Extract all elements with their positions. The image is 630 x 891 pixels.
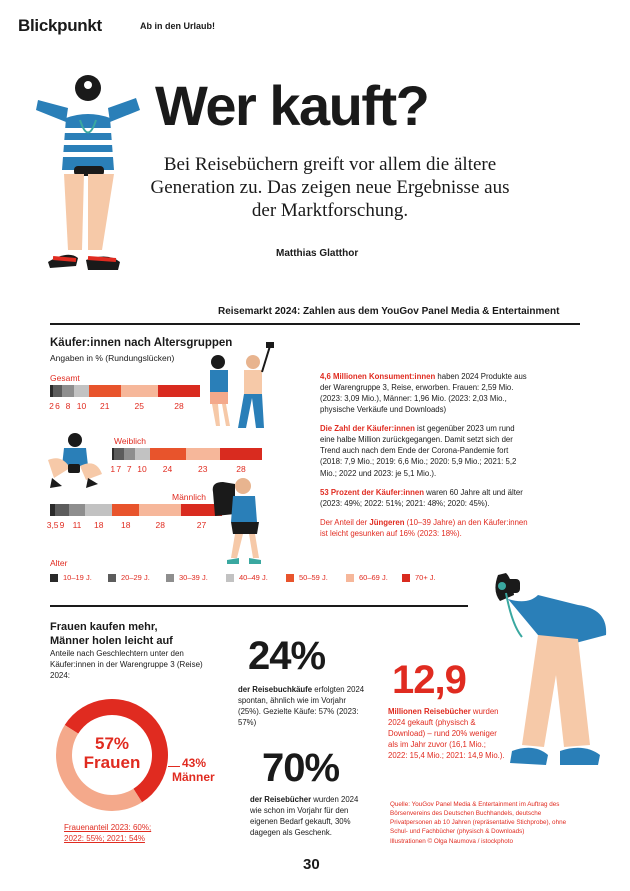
bar-segment	[186, 448, 221, 460]
bar-value-label: 1	[110, 464, 116, 474]
legend-label: 60–69 J.	[359, 573, 388, 582]
bar-value-label: 28	[236, 464, 246, 474]
fact-item	[320, 487, 530, 509]
women-percent: 57%	[94, 734, 130, 753]
legend-label: 40–49 J.	[239, 573, 268, 582]
bar-value-label: 8	[65, 401, 71, 411]
fact-text: haben 2024 Produkte aus der Warengruppe 3, Reise, erworben. Frauen: 2,59 Mio. (2023: 3,09 Mio.), Männer: 1,96 Mio. (2023: 2,03 Mio., physische Verkäufe und Downloads)	[320, 372, 527, 415]
fact-item	[320, 371, 530, 415]
stat-24-number: 24%	[248, 634, 326, 678]
men-label-block	[172, 757, 215, 785]
legend-swatch	[226, 574, 234, 582]
bar-value-label: 21	[100, 401, 110, 411]
legend-swatch	[286, 574, 294, 582]
bar-value-label: 23	[198, 464, 208, 474]
bar-value-label: 27	[196, 520, 207, 530]
women-label: Frauen	[83, 752, 141, 772]
backpacker-illustration	[205, 474, 265, 564]
history-line: 2022: 55%; 2021: 54%	[64, 834, 145, 844]
page-number: 30	[303, 856, 320, 873]
fact-pre: Der Anteil der	[320, 517, 370, 527]
women-title-line: Männer holen leicht auf	[50, 634, 173, 647]
legend-item	[166, 573, 208, 582]
stat-129-text	[388, 706, 506, 761]
fact-lead: 53 Prozent der Käufer:innen	[320, 487, 424, 497]
photographer-illustration	[28, 70, 148, 285]
legend-item	[226, 573, 268, 582]
stat-24-lead: der Reisebuchkäufe	[238, 685, 313, 694]
bar-value-label: 3,5	[46, 520, 59, 530]
bar-segment	[89, 385, 121, 397]
bar-value-label: 7	[116, 464, 122, 474]
source-note: Quelle: YouGov Panel Media & Entertainment im Auftrag des Börsenvereins des Deutschen Buchhandels, deutsche Privatpersonen ab 10 Jahren (repräsentative Stichprobe), ohne Schul- und Fachbücher (physisch & Downloads)	[390, 801, 567, 836]
bar-value-label: 7	[126, 464, 132, 474]
stat-70-number: 70%	[262, 746, 340, 790]
chart-title: Käufer:innen nach Altersgruppen	[50, 337, 233, 349]
chart-subtitle: Angaben in % (Rundungslücken)	[50, 353, 175, 363]
bar-segment	[53, 385, 62, 397]
fact-item	[320, 517, 530, 539]
bar-segment	[62, 385, 74, 397]
legend-label: 10–19 J.	[63, 573, 92, 582]
bar-segment	[150, 448, 186, 460]
legend-item	[346, 573, 388, 582]
section-rule	[50, 323, 580, 325]
bar-value-label: 11	[72, 520, 82, 530]
stat-129-number: 12,9	[392, 658, 466, 702]
women-rule	[50, 605, 468, 607]
bar-segment	[55, 504, 69, 516]
row-label-weiblich: Weiblich	[114, 436, 146, 446]
women-section-title	[50, 621, 173, 649]
rubric-label: Ab in den Urlaub!	[140, 21, 215, 31]
legend-label: 50–59 J.	[299, 573, 328, 582]
legend-label: 30–39 J.	[179, 573, 208, 582]
bar-value-label: 28	[155, 520, 165, 530]
fact-text: (10–39 Jahre) an den Käufer:innen ist leicht gesunken auf 16% (2023: 18%).	[320, 517, 528, 538]
couple-illustration	[198, 340, 278, 430]
legend-swatch	[402, 574, 410, 582]
bar-segment	[158, 385, 200, 397]
illustration-credit: Illustrationen © Olga Naumova / istockphoto	[390, 838, 513, 845]
bar-segment	[112, 504, 139, 516]
fact-item	[320, 423, 530, 478]
bar-segment	[85, 504, 112, 516]
legend-label: 70+ J.	[415, 573, 436, 582]
bar-segment	[139, 504, 181, 516]
fact-lead: Jüngeren	[369, 517, 405, 527]
bar-gesamt	[50, 385, 200, 397]
stat-70-text	[250, 794, 368, 838]
legend-item	[286, 573, 328, 582]
legend-swatch	[108, 574, 116, 582]
row-label-maennlich: Männlich	[172, 492, 207, 502]
women-history	[64, 822, 151, 844]
bar-value-label: 9	[59, 520, 65, 530]
legend-label: 20–29 J.	[121, 573, 150, 582]
bar-value-label: 10	[76, 401, 87, 411]
fact-text: ist gegenüber 2023 um rund eine halbe Million zurückgegangen. Damit setzt sich der Trend auch nach dem Ende der Corona-Pandemie fort (2018: 7,9 Mio.; 2019: 6,6 Mio.; 2020: 5,9 Mio.; 2021: 5,2 Mio.; 2022 und 2023: je 5,1 Mio.).	[320, 424, 517, 478]
bar-segment	[220, 448, 262, 460]
legend-item	[402, 573, 436, 582]
women-subtitle: Anteile nach Geschlechtern unter den Käufer:innen in der Warengruppe 3 (Reise) 2024:	[50, 649, 203, 680]
stat-129-lead: Millionen Reisebücher	[388, 707, 471, 716]
bar-segment	[74, 385, 89, 397]
fact-lead: Die Zahl der Käufer:innen	[320, 424, 415, 434]
lead-text: Bei Reisebüchern greift vor allem die ältere Generation zu. Das zeigen neue Ergebnisse aus der Marktforschung.	[150, 154, 510, 222]
men-label: Männer	[172, 769, 215, 784]
women-title-line: Frauen kaufen mehr,	[50, 621, 158, 633]
stat-70-body: wurden 2024 wie schon im Vorjahr für den eigenen Bedarf gekauft, 30% dagegen als Geschenk.	[250, 795, 359, 838]
bar-value-label: 18	[121, 520, 131, 530]
bar-segment	[121, 385, 159, 397]
bar-value-label: 24	[162, 464, 173, 474]
brand-name: Blickpunkt	[18, 16, 102, 35]
stat-70-lead: der Reisebücher	[250, 795, 312, 804]
fact-lead: 4,6 Millionen Konsument:innen	[320, 372, 436, 381]
history-line: Frauenanteil 2023: 60%;	[64, 823, 152, 832]
bar-weiblich	[112, 448, 262, 460]
headline: Wer kauft?	[155, 74, 429, 137]
bar-maennlich	[50, 504, 222, 516]
legend-item	[50, 573, 92, 582]
bar-value-label: 28	[174, 401, 184, 411]
bar-segment	[114, 448, 125, 460]
donut-center-label	[70, 735, 154, 772]
bar-value-label: 18	[94, 520, 104, 530]
author-name: Matthias Glatthor	[276, 248, 359, 259]
row-label-gesamt: Gesamt	[50, 373, 80, 383]
bar-value-label: 2	[49, 401, 54, 411]
fact-text: waren 60 Jahre alt und älter (2023: 49%; 2022: 51%; 2021: 48%; 2020: 45%).	[320, 487, 523, 508]
bar-value-label: 25	[134, 401, 144, 411]
stat-129-body: wurden 2024 gekauft (physisch & Download) – rund 20% weniger als im Jahr zuvor (16,1 Mio.; 2022: 15,4 Mio.; 2021: 14,9 Mio.).	[388, 707, 505, 761]
legend-title: Alter	[50, 558, 68, 568]
facts-column	[320, 371, 530, 547]
bar-value-label: 10	[137, 464, 147, 474]
men-percent: 43%	[182, 756, 207, 770]
crouching-woman-illustration	[40, 430, 105, 490]
bar-segment	[135, 448, 150, 460]
legend-swatch	[50, 574, 58, 582]
legend-item	[108, 573, 150, 582]
legend-swatch	[346, 574, 354, 582]
bar-segment	[124, 448, 135, 460]
bar-value-label: 6	[55, 401, 60, 411]
stat-24-text	[238, 684, 368, 728]
stat-24-body: erfolgten 2024 spontan, ähnlich wie im Vorjahr (25%). Gezielte Käufe: 57% (2023: 57%)	[238, 685, 365, 728]
section-title: Reisemarkt 2024: Zahlen aus dem YouGov Panel Media & Entertainment	[218, 306, 560, 317]
bar-segment	[69, 504, 86, 516]
legend-swatch	[166, 574, 174, 582]
